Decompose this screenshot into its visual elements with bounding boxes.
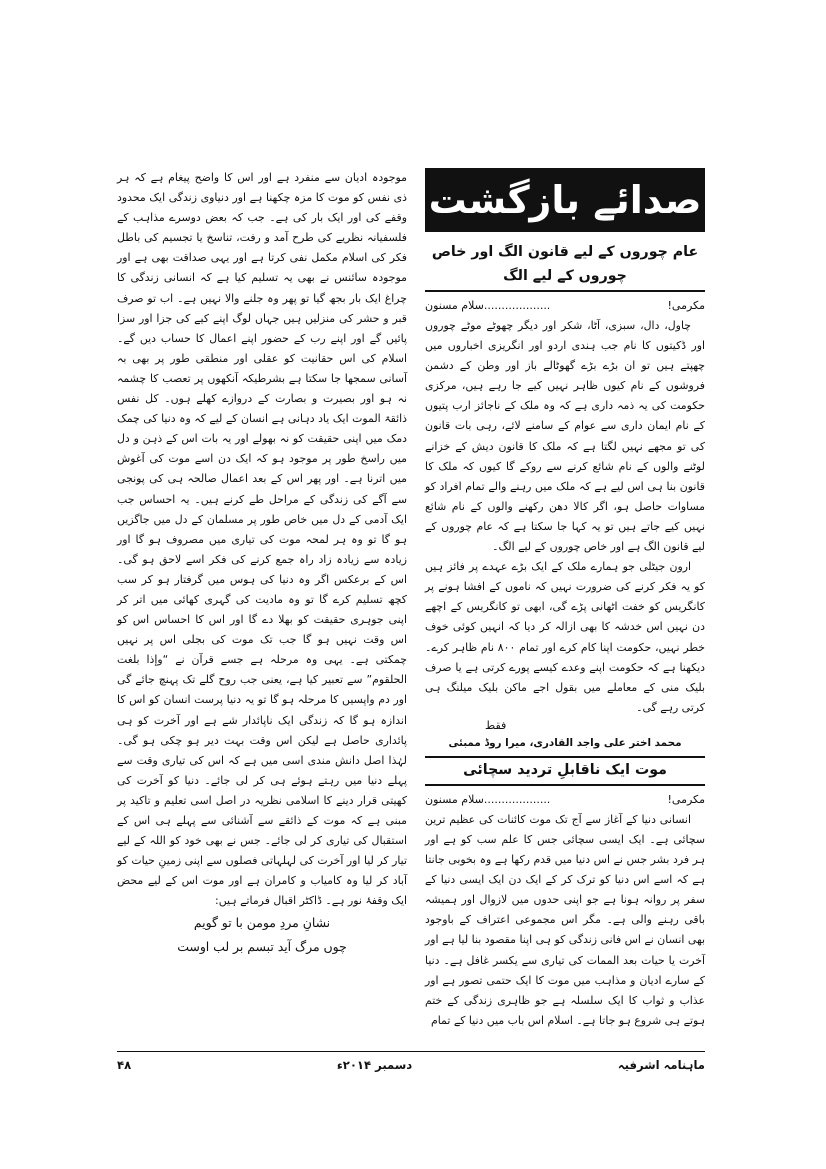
footer-divider: [117, 1051, 705, 1052]
letter2-salutation: مکرمی!: [667, 792, 705, 806]
letter2-salutation-row: [425, 790, 705, 810]
left-column: [117, 168, 407, 959]
letter1-paragraph: ارون جیٹلی جو ہمارے ملک کے ایک بڑے عہدے پر فائز ہیں کو یہ فکر کرنے کی ضرورت نہیں کہ ناموں کے افشا ہونے پر کانگریس کو خفت اٹھانی پڑے گی، ابھی تو کانگریس کے اچھے دن نہیں اس خدشہ کا بھی ازالہ کر دیا کہ انہیں کوئی خوف خطر نہیں، حکومت اپنا کام کرے اور تمام ۸۰۰ نام ظاہر کرے۔ دیکھنا ہے کہ حکومت اپنے وعدے کیسے پورے کرتی ہے یا صرف بلیک منی کے معاملے میں بقول اجے ماکن بلیک میلنگ ہی کرتی رہے گی۔: [425, 560, 705, 714]
couplet-line: نشانِ مردِ مومن با تو گویم: [193, 915, 331, 931]
magazine-name: ماہنامہ اشرفیہ: [617, 1058, 705, 1072]
right-column: [425, 168, 705, 1031]
banner-title: صدائے بازگشت: [428, 178, 702, 222]
letter2-paragraph-continued: موجودہ ادیان سے منفرد ہے اور اس کا واضح پیغام ہے کہ ہر ذی نفس کو موت کا مزہ چکھنا ہے اور دنیاوی زندگی ایک محدود وقفے کی اور ایک بار کی ہے۔ جب کہ بعض دوسرے مذاہب کے فلسفیانہ نظریے کی طرح آمد و رفت، تناسخ یا تجسیم کی باطل فکر کی اسلام مکمل نفی کرتا ہے اور یہی صداقت بھی ہے اور موجودہ سائنس نے بھی یہ تسلیم کیا ہے کہ انسانی زندگی کا چراغ ایک بار بجھ گیا تو پھر وہ جلنے والا نہیں ہے۔ اب تو صرف قبر و حشر کی منزلیں ہیں جہاں لوگ اپنے کیے کی جزا اور سزا پائیں گے اور اپنے رب کے حضور اپنے اعمال کا حساب دیں گے۔ اسلام کی اس حقانیت کو عقلی اور منطقی طور پر بھی بہ آسانی سمجھا جا سکتا ہے بشرطیکہ آنکھوں پر تعصب کا چشمہ نہ ہو اور بصیرت و بصارت کے دروازے کھلے ہوں۔ کل نفس ذائقۃ الموت ایک یاد دہانی ہے انسان کے لیے کہ وہ دنیا کی چمک دمک میں اپنی حقیقت کو نہ بھولے اور یہ بات اس کے ذہن و دل میں راسخ طور پر موجود ہو کہ ایک دن اسے موت کی آغوش میں اترنا ہے۔ اور پھر اس کے بعد اعمال صالحہ ہی کی پونجی سے آگے کی زندگی کے مراحل طے کرنے ہیں۔ یہ احساس جب ایک آدمی کے دل میں خاص طور پر مسلمان کے دل میں جاگزیں ہو گا تو وہ ہر لمحہ موت کی تیاری میں مصروف ہو گا اور زیادہ سے زیادہ زاد راہ جمع کرنے کی فکر اسے لاحق ہو گی۔ اس کے برعکس اگر وہ دنیا کی ہوس میں گرفتار ہو کر سب کچھ تسلیم کرے گا تو وہ مادیت کی گہری کھائی میں اتر کر اپنی جوہری حقیقت کو بھلا دے گا اور اس کا احساس اس کو اس وقت نہیں ہو گا جب تک موت کی بجلی اس پر نہیں چمکتی ہے۔ یہی وہ مرحلہ ہے جسے قرآن نے “وإذا بلغت الحلقوم” سے تعبیر کیا ہے، یعنی جب روح گلے تک پہنچ جائے گی اور دم واپسیں کا مرحلہ ہو گا تو یہ دنیا پرست انسان کو اس کا اندازہ ہو گا کہ زندگی ایک ناپائدار شے ہے اور آخرت کو ہی پائداری حاصل ہے لیکن اس وقت بہت دیر ہو چکی ہو گی۔ لہٰذا اصل دانش مندی اسی میں ہے کہ اس کی تیاری وقت سے پہلے دنیا میں رہتے ہوئے ہی کر لی جائے۔ دنیا کو آخرت کی کھیتی قرار دینے کا اسلامی نظریہ در اصل اسی تعلیم و تاکید پر مبنی ہے کہ موت کے ذائقے سے آشنائی سے پہلے ہی اس کے استقبال کی تیاری کر لی جائے۔ جس نے بھی خود کو اللہ کے لیے تیار کر لیا اور آخرت کی لہلہاتی فصلوں سے اپنی زمینِ حیات کو آباد کر لیا وہ کامیاب و کامران ہے اور موت اس کے لیے محض ایک وقفۂ نور ہے۔ ڈاکٹر اقبال فرماتے ہیں:: [117, 171, 407, 908]
iqbal-couplet: [117, 911, 407, 959]
letter1-greeting: ...................سلام مسنون: [425, 299, 551, 312]
couplet-line: چوں مرگ آید تبسم بر لب اوست: [177, 939, 347, 955]
column-banner: [425, 168, 705, 232]
issue-date: دسمبر ۲۰۱۴ء: [336, 1058, 413, 1072]
letter1-title: عام چوروں کے لیے قانون الگ اور خاص چوروں کے لیے الگ: [425, 240, 705, 292]
letter1-signoff: فقط: [485, 718, 507, 732]
page-footer: [117, 1058, 705, 1072]
letter2-title: موت ایک ناقابلِ تردید سچائی: [425, 756, 705, 786]
letter1-salutation-row: [425, 296, 705, 316]
letter2-greeting: ...................سلام مسنون: [425, 792, 551, 806]
letter1-paragraph: چاول، دال، سبزی، آٹا، شکر اور دیگر چھوٹے موٹے چوروں اور ڈکیتوں کا نام جب ہندی اردو اور انگریزی اخباروں میں چھپتے ہیں تو ان بڑے بڑے گھوٹالے باز اور وطن کے دشمن فروشوں کے نام کیوں ظاہر نہیں کیے جا رہے ہیں، مرکزی حکومت کی یہ ذمہ داری ہے کہ وہ ملک کے ناجائز ارب پتیوں کے نام ایمان داری سے عوام کے سامنے لائے، رہی بات قانون کی تو مجھے نہیں لگتا ہے کہ ملک کا قانون دیش کے خزانے لوٹنے والوں کے نام شائع کرنے سے روکے گا کیوں کہ ملک کا قانون بنا ہی اس لیے ہے کہ ملک میں رہنے والے تمام افراد کو مساوات حاصل ہو، اگر کالا دھن رکھنے والوں کے نام شائع نہیں کیے جاتے ہیں تو یہ کہا جا سکتا ہے کہ عام چوروں کے لیے قانون الگ ہے اور خاص چوروں کے لیے الگ۔: [425, 319, 705, 554]
letter1-salutation: مکرمی!: [667, 299, 705, 312]
page-number: ۴۸: [117, 1058, 132, 1072]
letter2-paragraph: انسانی دنیا کے آغاز سے آج تک موت کائنات کی عظیم ترین سچائی ہے۔ ایک ایسی سچائی جس کا علم سب کو ہے اور ہر فرد بشر جس نے اس دنیا میں قدم رکھا ہے وہ بخوبی جانتا ہے کہ اسے اس دنیا کو ترک کر کے ایک دن ایک ایسی دنیا کے سفر پر روانہ ہونا ہے جو اپنی حدوں میں لازوال اور ہمیشہ باقی رہنے والی ہے۔ مگر اس مجموعی اعتراف کے باوجود بھی انسان نے اس فانی زندگی کو ہی اپنا مقصود بنا لیا ہے اور آخرت یا حیات بعد الممات کی تیاری سے یکسر غافل ہے۔ دنیا کے سارے ادیان و مذاہب میں موت کا ایک حتمی تصور ہے اور عذاب و ثواب کا ایک سلسلہ ہے جو ظاہری زندگی کے ختم ہوتے ہی شروع ہو جاتا ہے۔ اسلام اس باب میں دنیا کے تمام: [425, 812, 705, 1027]
letter1-signature: محمد اختر علی واجد القادری، میرا روڈ ممبئی: [448, 736, 682, 749]
